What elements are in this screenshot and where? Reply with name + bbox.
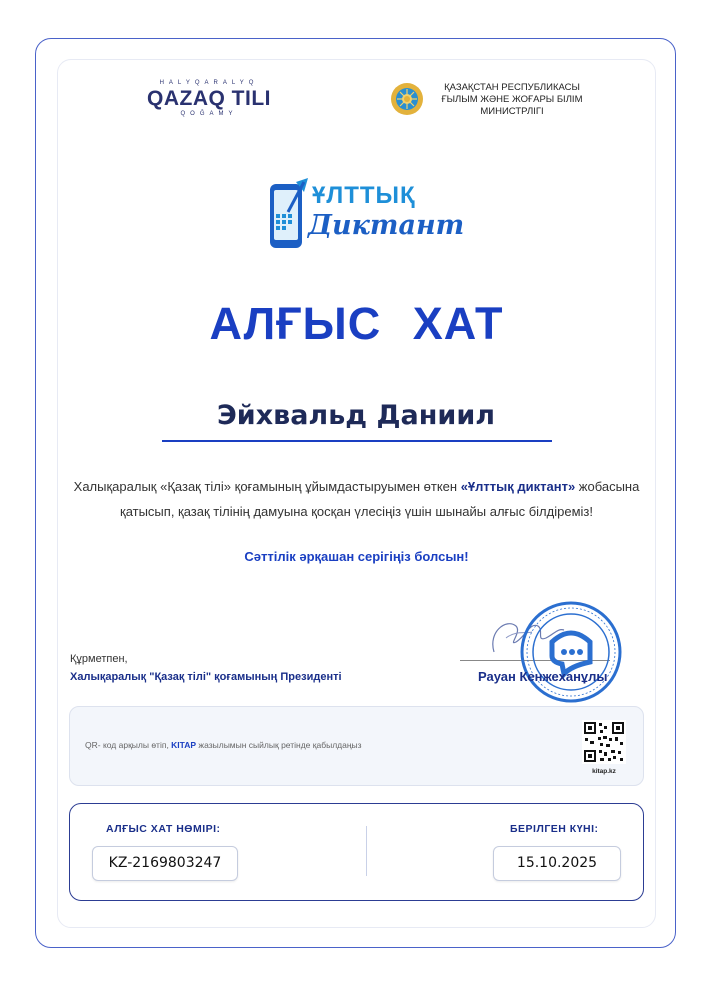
logo-main-text: QAZAQ TILI	[147, 87, 271, 110]
body-text-part: Халықаралық «Қазақ тілі» қоғамының ұйымдастыруымен өткен	[73, 479, 461, 494]
logo-bottom-text: QOĞAMY	[180, 111, 238, 117]
ministry-line: ҒЫЛЫМ ЖӘНЕ ЖОҒАРЫ БІЛІМ	[441, 94, 583, 105]
qr-text-part: жазылымын сыйлық ретінде қабылдаңыз	[196, 740, 362, 750]
qr-promo-box	[69, 706, 644, 786]
issue-date-field: 15.10.2025	[493, 846, 621, 881]
ministry-line: ҚАЗАҚСТАН РЕСПУБЛИКАСЫ	[444, 82, 580, 93]
certificate-number-field: KZ-2169803247	[92, 846, 238, 881]
qr-promo-text	[85, 740, 362, 750]
qr-code-icon[interactable]	[582, 720, 626, 764]
recipient-underline	[162, 440, 552, 442]
details-divider	[366, 826, 367, 876]
qazaq-tili-logo	[134, 80, 284, 120]
president-title: Халықаралық "Қазақ тілі" қоғамының Президенті	[70, 671, 342, 683]
qr-caption: kitap.kz	[592, 768, 616, 775]
logo-top-text: HALYQARALYQ	[159, 80, 259, 86]
ministry-name	[432, 82, 592, 118]
certificate-title: АЛҒЫС ХАТ	[209, 298, 504, 349]
body-text-highlight: «Ұлттық диктант»	[460, 479, 576, 494]
signer-name: Рауан Кенжеханұлы	[478, 669, 608, 684]
logo-line-ulttyq: ҰЛТТЫҚ	[312, 182, 416, 209]
regards-text: Құрметпен,	[70, 653, 128, 665]
issue-date-label: БЕРІЛГЕН КҮНІ:	[510, 823, 599, 835]
round-stamp-icon	[518, 600, 624, 704]
body-text-part: жобасына қатысып, қазақ тілінің дамуына қосқан үлесіңіз үшін шынайы алғыс білдіреміз!	[120, 479, 640, 519]
certificate-body-text	[70, 474, 643, 524]
recipient-name: Эйхвальд Даниил	[216, 400, 496, 431]
phone-pen-icon	[266, 178, 312, 252]
qr-text-part: QR- код арқылы өтіп,	[85, 740, 172, 750]
qr-text-highlight: KITAP	[171, 740, 197, 750]
kazakhstan-emblem-icon	[390, 82, 424, 116]
ministry-line: МИНИСТРЛІГІ	[480, 106, 544, 117]
logo-line-diktant: Диктант	[308, 210, 465, 241]
ulttyq-diktant-logo	[264, 176, 465, 256]
wish-text: Сәттілік әрқашан серігіңіз болсын!	[244, 549, 469, 564]
certificate-details-box	[69, 803, 644, 901]
certificate-number-label: АЛҒЫС ХАТ НӨМІРІ:	[106, 823, 221, 835]
